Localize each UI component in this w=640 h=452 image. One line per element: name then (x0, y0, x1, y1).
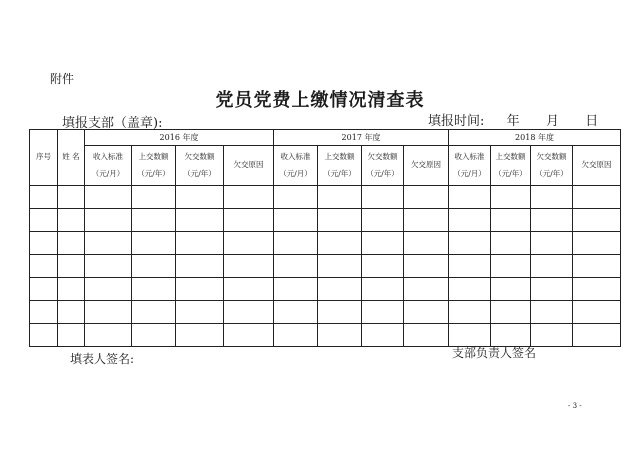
table-cell[interactable] (85, 186, 132, 209)
table-cell[interactable] (491, 186, 531, 209)
table-cell[interactable] (531, 324, 573, 347)
table-cell[interactable] (362, 232, 404, 255)
subheader-owed-2018: 欠交数额 （元/年） (531, 146, 573, 186)
page-number: - 3 - (568, 402, 582, 410)
table-cell[interactable] (224, 301, 274, 324)
table-cell[interactable] (58, 301, 85, 324)
table-cell[interactable] (573, 301, 621, 324)
table-row (30, 278, 621, 301)
table-cell[interactable] (531, 232, 573, 255)
header-seq: 序号 (30, 130, 58, 186)
table-cell[interactable] (85, 278, 132, 301)
table-cell[interactable] (362, 278, 404, 301)
fill-time-month: 月 (545, 114, 559, 129)
table-cell[interactable] (30, 255, 58, 278)
table-cell[interactable] (274, 232, 318, 255)
table-row (30, 255, 621, 278)
table-cell[interactable] (132, 209, 176, 232)
subheader-paid-2018: 上交数额 （元/年） (491, 146, 531, 186)
subheader-row (30, 146, 621, 186)
table-cell[interactable] (30, 301, 58, 324)
fill-time-day: 日 (585, 114, 599, 129)
table-cell[interactable] (573, 278, 621, 301)
table-cell[interactable] (274, 324, 318, 347)
table-cell[interactable] (318, 209, 362, 232)
table-cell[interactable] (85, 209, 132, 232)
table-cell[interactable] (132, 255, 176, 278)
table-cell[interactable] (176, 324, 224, 347)
table-cell[interactable] (318, 301, 362, 324)
table-cell[interactable] (274, 209, 318, 232)
table-cell[interactable] (449, 186, 491, 209)
table-cell[interactable] (362, 255, 404, 278)
header-year-2018: 2018 年度 (449, 130, 621, 146)
table-cell[interactable] (531, 186, 573, 209)
table-cell[interactable] (224, 324, 274, 347)
table-cell[interactable] (30, 232, 58, 255)
document-title: 党员党费上缴情况清查表 (215, 90, 425, 111)
table-cell[interactable] (491, 301, 531, 324)
table-cell[interactable] (274, 301, 318, 324)
table-cell[interactable] (449, 278, 491, 301)
fill-time (428, 110, 598, 129)
table-cell[interactable] (491, 209, 531, 232)
table-cell[interactable] (449, 255, 491, 278)
table-cell[interactable] (224, 232, 274, 255)
table-cell[interactable] (58, 209, 85, 232)
table-cell[interactable] (224, 255, 274, 278)
subheader-income-2018: 收入标准 （元/月） (449, 146, 491, 186)
table-cell[interactable] (176, 301, 224, 324)
table-cell[interactable] (176, 186, 224, 209)
subheader-reason-2018: 欠交原因 (573, 146, 621, 186)
table-cell[interactable] (318, 186, 362, 209)
table-cell[interactable] (85, 324, 132, 347)
year-header-row (30, 130, 621, 146)
table-cell[interactable] (573, 209, 621, 232)
table-cell[interactable] (132, 324, 176, 347)
table-cell[interactable] (132, 301, 176, 324)
table-cell[interactable] (224, 209, 274, 232)
table-row (30, 232, 621, 255)
table-cell[interactable] (58, 278, 85, 301)
table-cell[interactable] (362, 209, 404, 232)
table-cell[interactable] (274, 278, 318, 301)
subheader-reason-2016: 欠交原因 (224, 146, 274, 186)
fill-time-year: 年 (506, 114, 520, 129)
table-cell[interactable] (58, 255, 85, 278)
table-cell[interactable] (176, 255, 224, 278)
subheader-income-2017: 收入标准 （元/月） (274, 146, 318, 186)
table-cell[interactable] (132, 232, 176, 255)
attachment-label: 附件 (50, 72, 75, 86)
subheader-paid-2017: 上交数额 （元/年） (318, 146, 362, 186)
table-cell[interactable] (132, 186, 176, 209)
table-cell[interactable] (85, 255, 132, 278)
subheader-reason-2017: 欠交原因 (404, 146, 449, 186)
table-cell[interactable] (318, 278, 362, 301)
table-cell[interactable] (491, 255, 531, 278)
table-cell[interactable] (404, 255, 449, 278)
table-cell[interactable] (362, 301, 404, 324)
subheader-paid-2016: 上交数额 （元/年） (132, 146, 176, 186)
table-cell[interactable] (491, 232, 531, 255)
table-cell[interactable] (404, 278, 449, 301)
table-row (30, 301, 621, 324)
fill-time-label: 填报时间: (428, 114, 485, 129)
table-cell[interactable] (132, 278, 176, 301)
table-cell[interactable] (404, 186, 449, 209)
header-name: 姓 名 (58, 130, 85, 186)
table-cell[interactable] (224, 278, 274, 301)
table-cell[interactable] (404, 324, 449, 347)
table-cell[interactable] (30, 186, 58, 209)
table-cell[interactable] (531, 209, 573, 232)
table-cell[interactable] (573, 255, 621, 278)
table-cell[interactable] (30, 209, 58, 232)
table-cell[interactable] (404, 209, 449, 232)
table-cell[interactable] (85, 232, 132, 255)
header-year-2017: 2017 年度 (274, 130, 449, 146)
branch-head-sign-label: 支部负责人签名 (452, 346, 537, 360)
table-cell[interactable] (362, 324, 404, 347)
table-cell[interactable] (318, 232, 362, 255)
table-cell[interactable] (58, 324, 85, 347)
table-cell[interactable] (362, 186, 404, 209)
table-cell[interactable] (573, 232, 621, 255)
header-year-2016: 2016 年度 (85, 130, 274, 146)
subheader-owed-2017: 欠交数额 （元/年） (362, 146, 404, 186)
table-cell[interactable] (531, 278, 573, 301)
table-cell[interactable] (491, 278, 531, 301)
table-cell[interactable] (318, 255, 362, 278)
table-cell[interactable] (274, 186, 318, 209)
signer-label: 填表人签名: (70, 352, 135, 366)
table-cell[interactable] (176, 278, 224, 301)
table-cell[interactable] (176, 232, 224, 255)
table-cell[interactable] (85, 301, 132, 324)
survey-table (29, 129, 621, 347)
table-cell[interactable] (573, 186, 621, 209)
table-cell[interactable] (449, 209, 491, 232)
table-cell[interactable] (274, 255, 318, 278)
subheader-owed-2016: 欠交数额 （元/年） (176, 146, 224, 186)
subheader-income-2016: 收入标准 （元/月） (85, 146, 132, 186)
table-cell[interactable] (224, 186, 274, 209)
table-cell[interactable] (176, 209, 224, 232)
table-cell[interactable] (318, 324, 362, 347)
table-row (30, 209, 621, 232)
table-cell[interactable] (449, 232, 491, 255)
table-cell[interactable] (404, 232, 449, 255)
table-cell[interactable] (30, 278, 58, 301)
table-cell[interactable] (58, 186, 85, 209)
table-row (30, 186, 621, 209)
table-cell[interactable] (30, 324, 58, 347)
table-cell[interactable] (573, 324, 621, 347)
table-cell[interactable] (449, 301, 491, 324)
branch-label: 填报支部（盖章): (62, 116, 163, 131)
table-cell[interactable] (531, 255, 573, 278)
table-cell[interactable] (531, 301, 573, 324)
table-cell[interactable] (404, 301, 449, 324)
table-cell[interactable] (58, 232, 85, 255)
